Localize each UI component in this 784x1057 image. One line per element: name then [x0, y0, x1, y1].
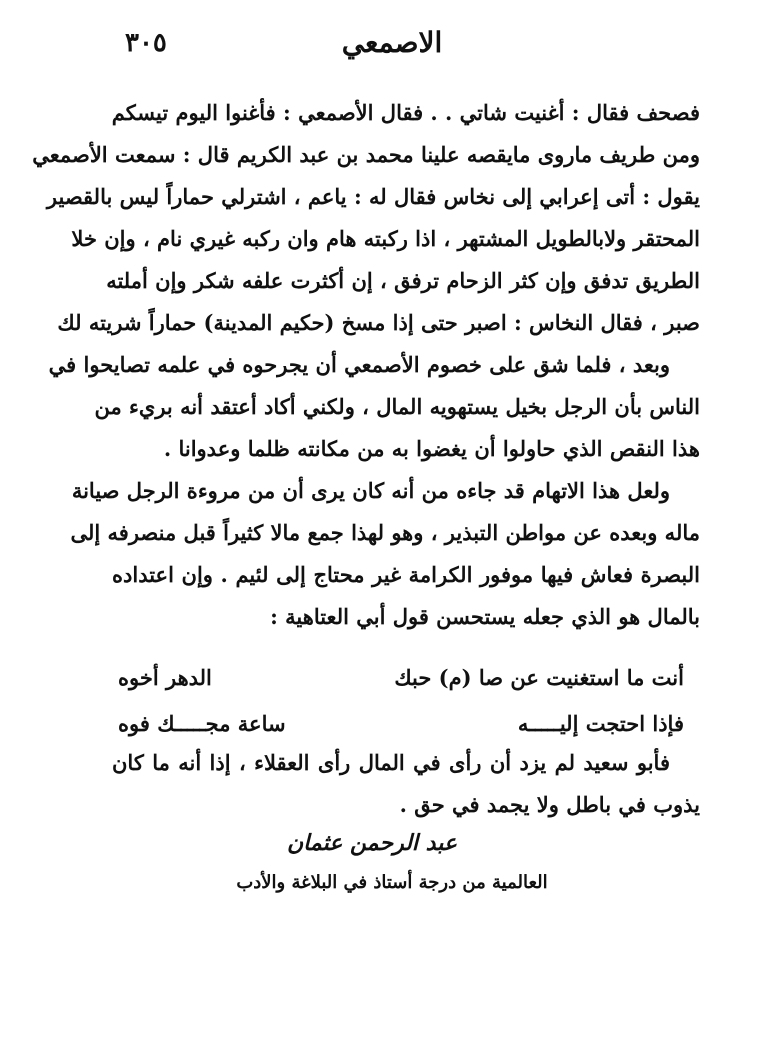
text-line: وبعد ، فلما شق على خصوم الأصمعي أن يجرحوه في علمه تصايحوا في — [48, 352, 670, 377]
text-line: ماله وبعده عن مواطن التبذير ، وهو لهذا جمع مالا كثيراً قبل منصرفه إلى — [70, 520, 700, 545]
author-credential: العالمية من درجة أستاذ في البلاغة والأدب — [236, 872, 548, 893]
page-header — [100, 22, 684, 62]
text-line: البصرة فعاش فيها موفور الكرامة غير محتاج إلى لئيم . وإن اعتداده — [112, 562, 700, 587]
paragraph-2 — [48, 344, 700, 470]
text-line: بالمال هو الذي جعله يستحسن قول أبي العتاهية : — [270, 604, 700, 629]
poem — [118, 655, 684, 747]
paragraph-3 — [70, 470, 700, 638]
first-hemistich: فإذا احتجت إليـــــه — [517, 711, 684, 736]
article-body — [32, 92, 700, 638]
author-signature: عبد الرحمن عثمان — [287, 830, 457, 856]
poem-verse — [118, 701, 684, 747]
text-line: صبر ، فقال النخاس : اصبر حتى إذا مسخ (حكيم المدينة) حماراً شريته لك — [57, 310, 700, 335]
text-line: الطريق تدفق وإن كثر الزحام ترفق ، إن أكثرت علفه شكر وإن أملته — [106, 268, 700, 293]
text-line: ومن طريف ماروى مايقصه علينا محمد بن عبد الكريم قال : سمعت الأصمعي — [32, 142, 700, 167]
text-line: هذا النقص الذي حاولوا أن يغضوا به من مكانته ظلما وعدوانا . — [163, 436, 700, 461]
text-line: يقول : أتى إعرابي إلى نخاس فقال له : ياعم ، اشترلي حماراً ليس بالقصير — [46, 184, 700, 209]
text-line: فأبو سعيد لم يزد أن رأى في المال رأى العقلاء ، إذا أنه ما كان — [112, 750, 670, 775]
running-title: الاصمعي — [341, 26, 443, 59]
text-line: الناس بأن الرجل بخيل يستهويه المال ، ولكني أكاد أعتقد أنه بريء من — [94, 394, 700, 419]
second-hemistich: ساعة مجـــــك فوه — [118, 711, 286, 736]
page-number: ٣٠٥ — [125, 28, 167, 58]
text-line: فصحف فقال : أغنيت شاتي . . فقال الأصمعي : فأغنوا اليوم تيسكم — [111, 100, 700, 125]
paragraph-1 — [32, 92, 700, 344]
text-line: يذوب في باطل ولا يجمد في حق . — [399, 792, 700, 817]
poem-verse — [118, 655, 684, 701]
first-hemistich: أنت ما استغنيت عن صا (م) حبك — [394, 665, 684, 690]
text-line: ولعل هذا الاتهام قد جاءه من أنه كان يرى أن من مروءة الرجل صيانة — [71, 478, 670, 503]
text-line: المحتقر ولابالطويل المشتهر ، اذا ركبته هام وان ركبه غيري نام ، وإن خلا — [71, 226, 700, 251]
closing-paragraph — [112, 742, 700, 826]
second-hemistich: الدهر أخوه — [118, 665, 212, 690]
